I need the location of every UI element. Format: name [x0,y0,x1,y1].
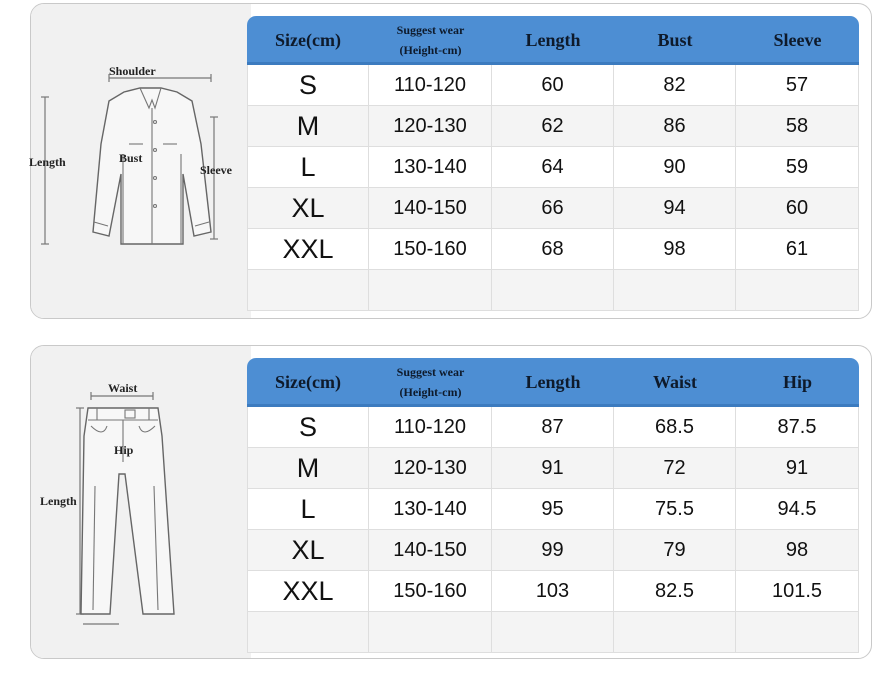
suggest-wear-cell: 130-140 [369,489,492,529]
header-suggest-line2: (Height-cm) [399,384,462,399]
suggest-wear-cell: 140-150 [369,530,492,570]
col4-cell [614,270,736,310]
table-row [247,407,859,448]
header-suggest-line1: Suggest wear [396,365,465,380]
suggest-wear-cell: 150-160 [369,571,492,611]
col3-cell [492,270,614,310]
size-cell: L [247,489,369,529]
col4-cell: 82 [614,65,736,105]
col3-cell: 62 [492,106,614,146]
size-cell: XXL [247,571,369,611]
size-cell: L [247,147,369,187]
col4-cell: 75.5 [614,489,736,529]
size-cell [247,612,369,652]
col4-cell: 72 [614,448,736,488]
col3-cell: 91 [492,448,614,488]
col3-cell: 64 [492,147,614,187]
header-length: Length [525,30,581,50]
col4-cell: 94 [614,188,736,228]
col3-cell: 103 [492,571,614,611]
suggest-wear-cell: 150-160 [369,229,492,269]
col3-cell: 68 [492,229,614,269]
col5-cell: 87.5 [736,407,859,447]
col3-cell: 99 [492,530,614,570]
header-size: Size(cm) [275,372,341,392]
size-cell: M [247,448,369,488]
table-row [247,147,859,188]
pants-size-panel [30,345,872,659]
col4-cell: 79 [614,530,736,570]
suggest-wear-cell: 110-120 [369,407,492,447]
col3-cell: 66 [492,188,614,228]
table-row [247,106,859,147]
col3-cell: 60 [492,65,614,105]
table-row [247,270,859,311]
suggest-wear-cell [369,270,492,310]
col5-cell: 91 [736,448,859,488]
pants-length-label: Length [40,494,77,508]
col3-cell [492,612,614,652]
shoulder-label: Shoulder [109,64,156,78]
col5-cell: 59 [736,147,859,187]
col5-cell [736,612,859,652]
header-hip: Hip [782,372,812,392]
header-bust: Bust [657,30,693,50]
size-cell: XL [247,530,369,570]
table-row [247,188,859,229]
table-row [247,448,859,489]
waist-label: Waist [108,381,138,395]
shirt-size-panel [30,3,872,319]
col4-cell: 86 [614,106,736,146]
col4-cell [614,612,736,652]
table-row [247,571,859,612]
suggest-wear-cell: 140-150 [369,188,492,228]
col5-cell: 57 [736,65,859,105]
hip-label: Hip [114,443,134,457]
header-suggest-wear [369,16,492,65]
col5-cell: 94.5 [736,489,859,529]
suggest-wear-cell [369,612,492,652]
header-sleeve: Sleeve [773,30,822,50]
pants-size-table [247,358,859,653]
header-waist: Waist [652,372,697,392]
table-row [247,489,859,530]
col5-cell: 61 [736,229,859,269]
table-row [247,530,859,571]
sleeve-label: Sleeve [200,163,232,177]
table-row [247,229,859,270]
col5-cell: 101.5 [736,571,859,611]
shirt-size-table [247,16,859,311]
table-body [247,65,859,311]
size-cell: S [247,65,369,105]
header-size: Size(cm) [275,30,341,50]
header-suggest-wear [369,358,492,407]
pants-diagram [31,346,251,658]
col5-cell: 58 [736,106,859,146]
suggest-wear-cell: 120-130 [369,106,492,146]
col4-cell: 82.5 [614,571,736,611]
size-cell: XL [247,188,369,228]
size-cell: XXL [247,229,369,269]
length-label: Length [29,155,66,169]
table-row [247,65,859,106]
col5-cell: 60 [736,188,859,228]
col3-cell: 87 [492,407,614,447]
table-header [247,16,859,65]
header-length: Length [525,372,581,392]
table-header [247,358,859,407]
suggest-wear-cell: 110-120 [369,65,492,105]
shirt-diagram [31,4,251,318]
col5-cell [736,270,859,310]
header-suggest-line1: Suggest wear [396,23,465,38]
table-row [247,612,859,653]
col3-cell: 95 [492,489,614,529]
col4-cell: 68.5 [614,407,736,447]
col5-cell: 98 [736,530,859,570]
size-cell [247,270,369,310]
col4-cell: 90 [614,147,736,187]
size-cell: M [247,106,369,146]
header-suggest-line2: (Height-cm) [399,42,462,57]
suggest-wear-cell: 130-140 [369,147,492,187]
size-cell: S [247,407,369,447]
table-body [247,407,859,653]
bust-label: Bust [119,151,143,165]
suggest-wear-cell: 120-130 [369,448,492,488]
col4-cell: 98 [614,229,736,269]
